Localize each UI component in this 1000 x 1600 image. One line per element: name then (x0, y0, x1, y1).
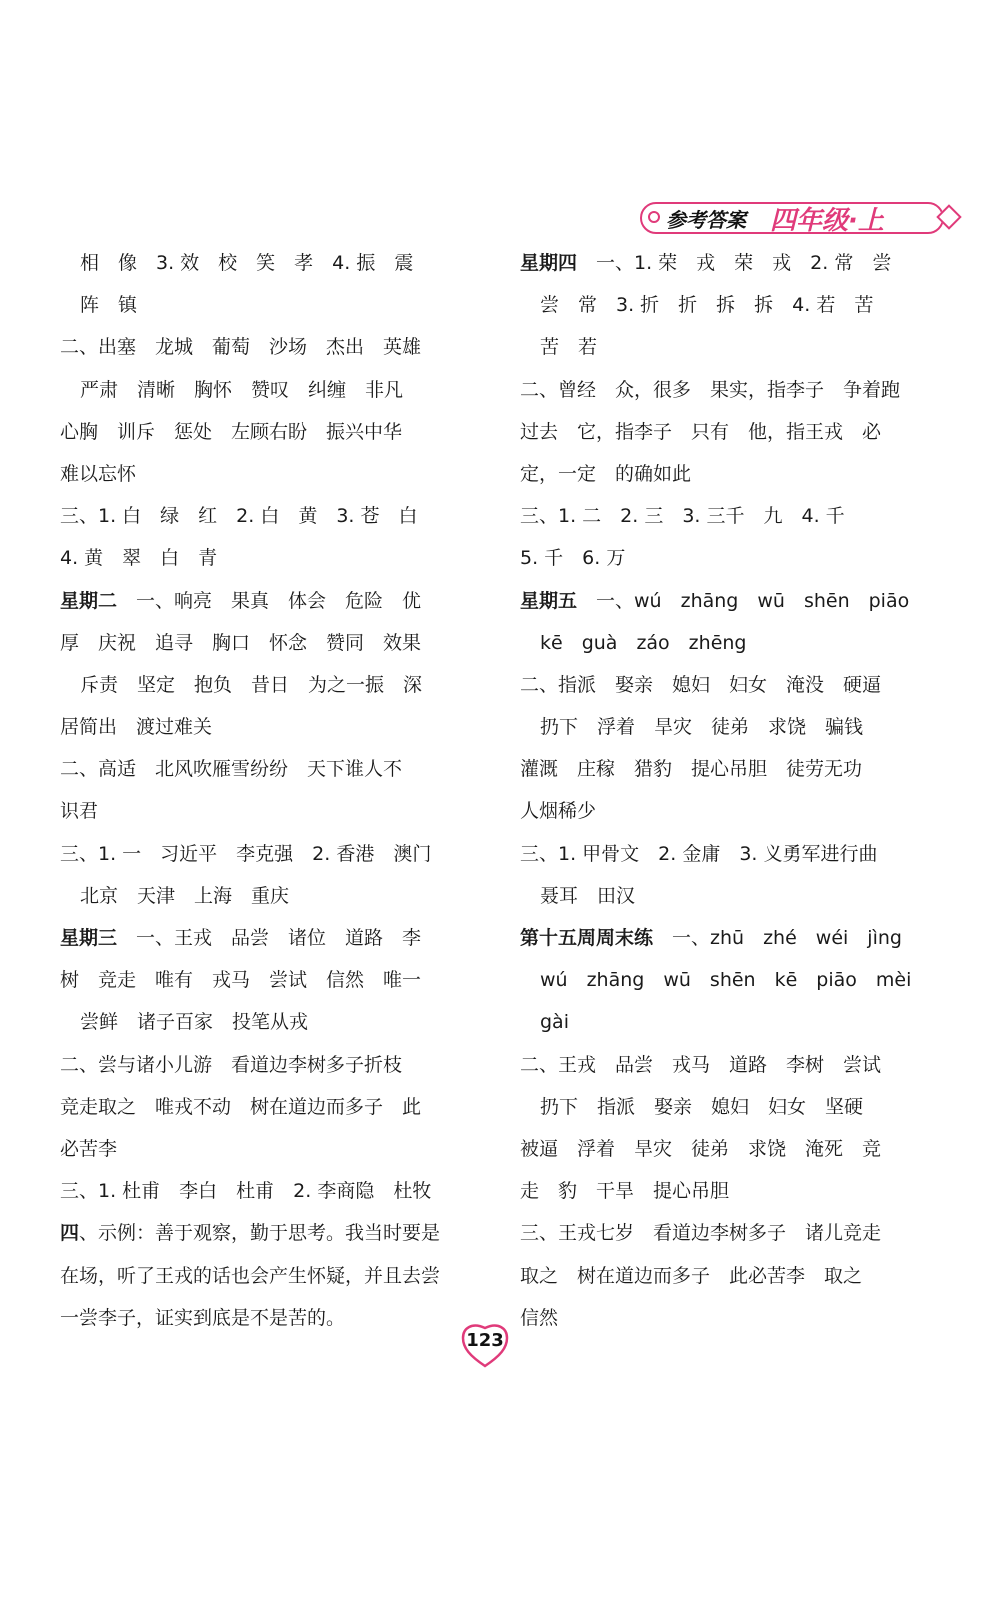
answer-line (60, 875, 480, 917)
answer-line (60, 537, 480, 579)
answer-text: 必苦李 (60, 1137, 118, 1160)
answer-text: 、示例：善于观察，勤于思考。我当时要是 (79, 1222, 441, 1245)
section-heading: 四 (60, 1222, 80, 1245)
answer-text: kē guà záo zhēng (540, 631, 747, 654)
answer-text: 相 像 3. 效 校 笑 孝 4. 振 震 (80, 252, 414, 274)
answer-line (60, 1212, 480, 1254)
answer-line (520, 833, 940, 875)
answer-text: 信然 (520, 1306, 559, 1329)
answer-text: 难以忘怀 (60, 462, 137, 485)
answer-line (60, 622, 480, 664)
answer-line (520, 453, 940, 495)
answer-line (520, 1044, 940, 1086)
answer-text: 三、王戎七岁 看道边李树多子 诸儿竞走 (520, 1222, 882, 1245)
answer-text: 二、曾经 众，很多 果实，指李子 争着跑 (520, 378, 901, 401)
answer-line (60, 1255, 480, 1297)
answer-text: 人烟稀少 (520, 800, 597, 823)
answer-text: 树 竞走 唯有 戎马 尝试 信然 唯一 (60, 969, 422, 992)
answer-text: 灌溉 庄稼 猎豹 提心吊胆 徒劳无功 (520, 758, 863, 781)
answer-text: gài (540, 1011, 569, 1034)
answer-line (520, 790, 940, 832)
answer-line (60, 1170, 480, 1212)
answer-text: 二、出塞 龙城 葡萄 沙场 杰出 英雄 (60, 336, 422, 359)
section-heading: 星期三 (60, 927, 118, 949)
answer-line (520, 748, 940, 790)
answer-text: 扔下 指派 娶亲 媳妇 妇女 坚硬 (540, 1095, 864, 1118)
section-heading: 星期二 (60, 589, 118, 612)
answer-line (520, 537, 940, 579)
answer-line (520, 875, 940, 917)
answer-text: 三、1. 杜甫 李白 杜甫 2. 李商隐 杜牧 (60, 1180, 432, 1203)
answer-text: 二、高适 北风吹雁雪纷纷 天下谁人不 (60, 758, 403, 781)
answer-line (60, 1297, 480, 1339)
answer-line (520, 1297, 940, 1339)
answer-line (60, 790, 480, 832)
answer-line (60, 917, 480, 959)
answer-text: 二、尝与诸小儿游 看道边李树多子折枝 (60, 1053, 403, 1076)
answer-line (520, 1255, 940, 1297)
answer-text: 三、1. 一 习近平 李克强 2. 香港 澳门 (60, 842, 432, 865)
answer-text: 一尝李子，证实到底是不是苦的。 (60, 1306, 346, 1329)
answer-line (60, 453, 480, 495)
answer-text: 识君 (60, 800, 99, 823)
answer-line (520, 369, 940, 411)
answer-text: 三、1. 白 绿 红 2. 白 黄 3. 苍 白 (60, 505, 418, 528)
answer-line (520, 326, 940, 368)
answer-text: 一、wú zhāng wū shēn piāo (577, 589, 910, 612)
answer-line (60, 411, 480, 453)
left-column (60, 242, 480, 1339)
answer-line (60, 495, 480, 537)
answer-line (60, 1044, 480, 1086)
answer-text: 走 豹 干旱 提心吊胆 (520, 1180, 730, 1203)
answer-text: 二、王戎 品尝 戎马 道路 李树 尝试 (520, 1053, 882, 1076)
answer-line (520, 495, 940, 537)
answer-text: 聂耳 田汉 (540, 884, 636, 907)
answer-text: 5. 千 6. 万 (520, 547, 626, 570)
answer-text: 居简出 渡过难关 (60, 716, 213, 739)
answer-text: 严肃 清晰 胸怀 赞叹 纠缠 非凡 (80, 378, 404, 401)
answer-line (60, 1086, 480, 1128)
answer-line (60, 369, 480, 411)
answer-text: 4. 黄 翠 白 青 (60, 547, 218, 570)
answer-text: 斥责 坚定 抱负 昔日 为之一振 深 (80, 673, 423, 696)
answer-text: 厚 庆祝 追寻 胸口 怀念 赞同 效果 (60, 631, 422, 654)
answer-line (60, 833, 480, 875)
right-column (520, 242, 940, 1339)
header-dot-icon (648, 211, 660, 223)
answer-text: 心胸 训斥 惩处 左顾右盼 振兴中华 (60, 420, 403, 443)
answer-text: 一、响亮 果真 体会 危险 优 (117, 589, 422, 612)
answer-line (520, 622, 940, 664)
answer-line (60, 326, 480, 368)
answer-text: 竞走取之 唯戎不动 树在道边而多子 此 (60, 1095, 422, 1118)
answer-line (60, 706, 480, 748)
page-number-badge (460, 1318, 510, 1368)
answer-text: 过去 它，指李子 只有 他，指王戎 必 (520, 420, 882, 443)
answer-line (520, 411, 940, 453)
answer-line (520, 284, 940, 326)
answer-text: 定，一定 的确如此 (520, 462, 692, 485)
answer-line (520, 1128, 940, 1170)
answer-line (60, 242, 480, 284)
answer-line (520, 242, 940, 284)
answer-line (520, 1170, 940, 1212)
answer-text: 一、王戎 品尝 诸位 道路 李 (117, 927, 422, 949)
answer-line (60, 284, 480, 326)
answer-line (520, 1086, 940, 1128)
answer-line (60, 1128, 480, 1170)
page-number: 123 (466, 1330, 504, 1351)
answer-line (520, 1212, 940, 1254)
section-heading: 星期四 (520, 252, 578, 274)
answer-text: 尝 常 3. 折 折 拆 拆 4. 若 苦 (540, 294, 874, 317)
answer-text: 一、zhū zhé wéi jìng (653, 927, 902, 949)
answer-line (520, 1001, 940, 1043)
answer-text: 三、1. 甲骨文 2. 金庸 3. 义勇军进行曲 (520, 842, 878, 865)
answer-line (60, 1001, 480, 1043)
answer-text: 北京 天津 上海 重庆 (80, 884, 290, 907)
header-label: 参考答案 (666, 208, 746, 232)
answer-text: 一、1. 荣 戎 荣 戎 2. 常 尝 (577, 252, 892, 274)
answer-text: 三、1. 二 2. 三 3. 三千 九 4. 千 (520, 505, 845, 528)
header-grade: 四年级·上 (770, 206, 884, 236)
answer-text: 取之 树在道边而多子 此必苦李 取之 (520, 1264, 863, 1287)
answer-text: 阵 镇 (80, 294, 138, 317)
answer-line (520, 917, 940, 959)
answer-text: 扔下 浮着 旱灾 徒弟 求饶 骗钱 (540, 716, 864, 739)
section-heading: 第十五周周末练 (520, 927, 654, 949)
answer-text: wú zhāng wū shēn kē piāo mèi (540, 969, 912, 992)
answer-text: 在场，听了王戎的话也会产生怀疑，并且去尝 (60, 1264, 441, 1287)
answer-line (520, 664, 940, 706)
answer-line (520, 959, 940, 1001)
answer-line (60, 959, 480, 1001)
answer-text: 被逼 浮着 旱灾 徒弟 求饶 淹死 竞 (520, 1137, 882, 1160)
answer-text: 二、指派 娶亲 媳妇 妇女 淹没 硬逼 (520, 673, 882, 696)
answer-line (520, 580, 940, 622)
answer-line (60, 580, 480, 622)
answer-text: 苦 若 (540, 336, 598, 359)
answer-line (60, 664, 480, 706)
answer-line (60, 748, 480, 790)
section-heading: 星期五 (520, 589, 578, 612)
answer-line (520, 706, 940, 748)
answer-text: 尝鲜 诸子百家 投笔从戎 (80, 1011, 309, 1034)
answer-header (640, 196, 970, 240)
